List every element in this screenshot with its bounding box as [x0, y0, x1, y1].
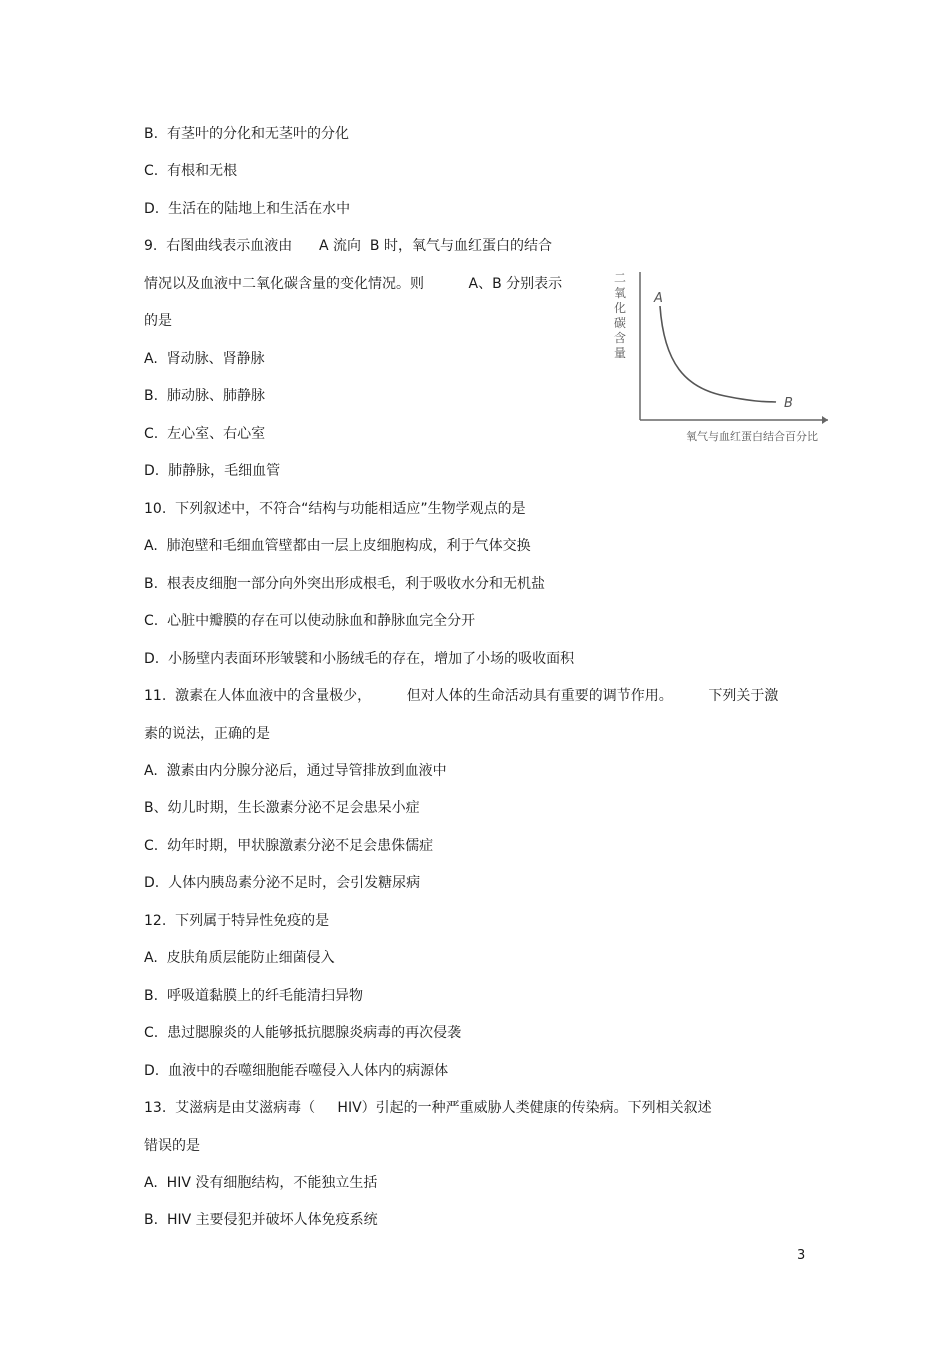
text-line: A. 肾动脉、肾静脉: [144, 351, 265, 367]
text-line: 9. 右图曲线表示血液由 A 流向 B 时，氧气与血红蛋白的结合: [144, 238, 552, 254]
curve-graph: [600, 268, 840, 450]
text-line: 情况以及血液中二氧化碳含量的变化情况。则 A、B 分别表示: [144, 276, 563, 292]
text-line: 素的说法，正确的是: [144, 726, 270, 742]
text-line: A. 激素由内分腺分泌后，通过导管排放到血液中: [144, 763, 447, 779]
co2-curve-figure: [600, 268, 840, 450]
text-line: B. HIV 主要侵犯并破坏人体免疫系统: [144, 1212, 378, 1228]
text-line: B. 有茎叶的分化和无茎叶的分化: [144, 126, 349, 142]
point-a-label: A: [654, 291, 663, 306]
text-line: C. 心脏中瓣膜的存在可以使动脉血和静脉血完全分开: [144, 613, 476, 629]
text-line: B、幼儿时期，生长激素分泌不足会患呆小症: [144, 800, 420, 816]
text-line: D. 生活在的陆地上和生活在水中: [144, 201, 351, 217]
text-line: B. 根表皮细胞一部分向外突出形成根毛，利于吸收水分和无机盐: [144, 576, 545, 592]
co2-curve: [660, 306, 776, 402]
y-axis-label: 二氧化碳含量: [614, 271, 627, 360]
text-line: B. 呼吸道黏膜上的纤毛能清扫异物: [144, 988, 363, 1004]
text-line: A. 皮肤角质层能防止细菌侵入: [144, 950, 335, 966]
page-number: 3: [797, 1248, 806, 1263]
text-line: 12. 下列属于特异性免疫的是: [144, 913, 330, 929]
text-line: D. 肺静脉，毛细血管: [144, 463, 281, 479]
text-line: 13. 艾滋病是由艾滋病毒（ HIV）引起的一种严重威胁人类健康的传染病。下列相关叙述: [144, 1100, 712, 1116]
text-line: C. 幼年时期，甲状腺激素分泌不足会患侏儒症: [144, 838, 434, 854]
text-line: 11. 激素在人体血液中的含量极少， 但对人体的生命活动具有重要的调节作用。 下列关于激: [144, 688, 779, 704]
text-line: 10. 下列叙述中，不符合“结构与功能相适应”生物学观点的是: [144, 501, 526, 517]
text-line: C. 左心室、右心室: [144, 426, 266, 442]
text-line: A. HIV 没有细胞结构，不能独立生括: [144, 1175, 378, 1191]
text-line: C. 有根和无根: [144, 163, 238, 179]
text-line: A. 肺泡壁和毛细血管壁都由一层上皮细胞构成，利于气体交换: [144, 538, 531, 554]
text-line: 的是: [144, 313, 172, 329]
text-line: D. 人体内胰岛素分泌不足时，会引发糖尿病: [144, 875, 421, 891]
x-axis-label: 氧气与血红蛋白结合百分比: [686, 430, 818, 443]
x-axis-arrow: [822, 416, 828, 424]
text-line: 错误的是: [144, 1138, 200, 1154]
text-line: C. 患过腮腺炎的人能够抵抗腮腺炎病毒的再次侵袭: [144, 1025, 462, 1041]
text-line: B. 肺动脉、肺静脉: [144, 388, 265, 404]
point-b-label: B: [784, 396, 793, 411]
text-line: D. 小肠壁内表面环形皱襞和小肠绒毛的存在，增加了小场的吸收面积: [144, 651, 575, 667]
text-line: D. 血液中的吞噬细胞能吞噬侵入人体内的病源体: [144, 1063, 449, 1079]
